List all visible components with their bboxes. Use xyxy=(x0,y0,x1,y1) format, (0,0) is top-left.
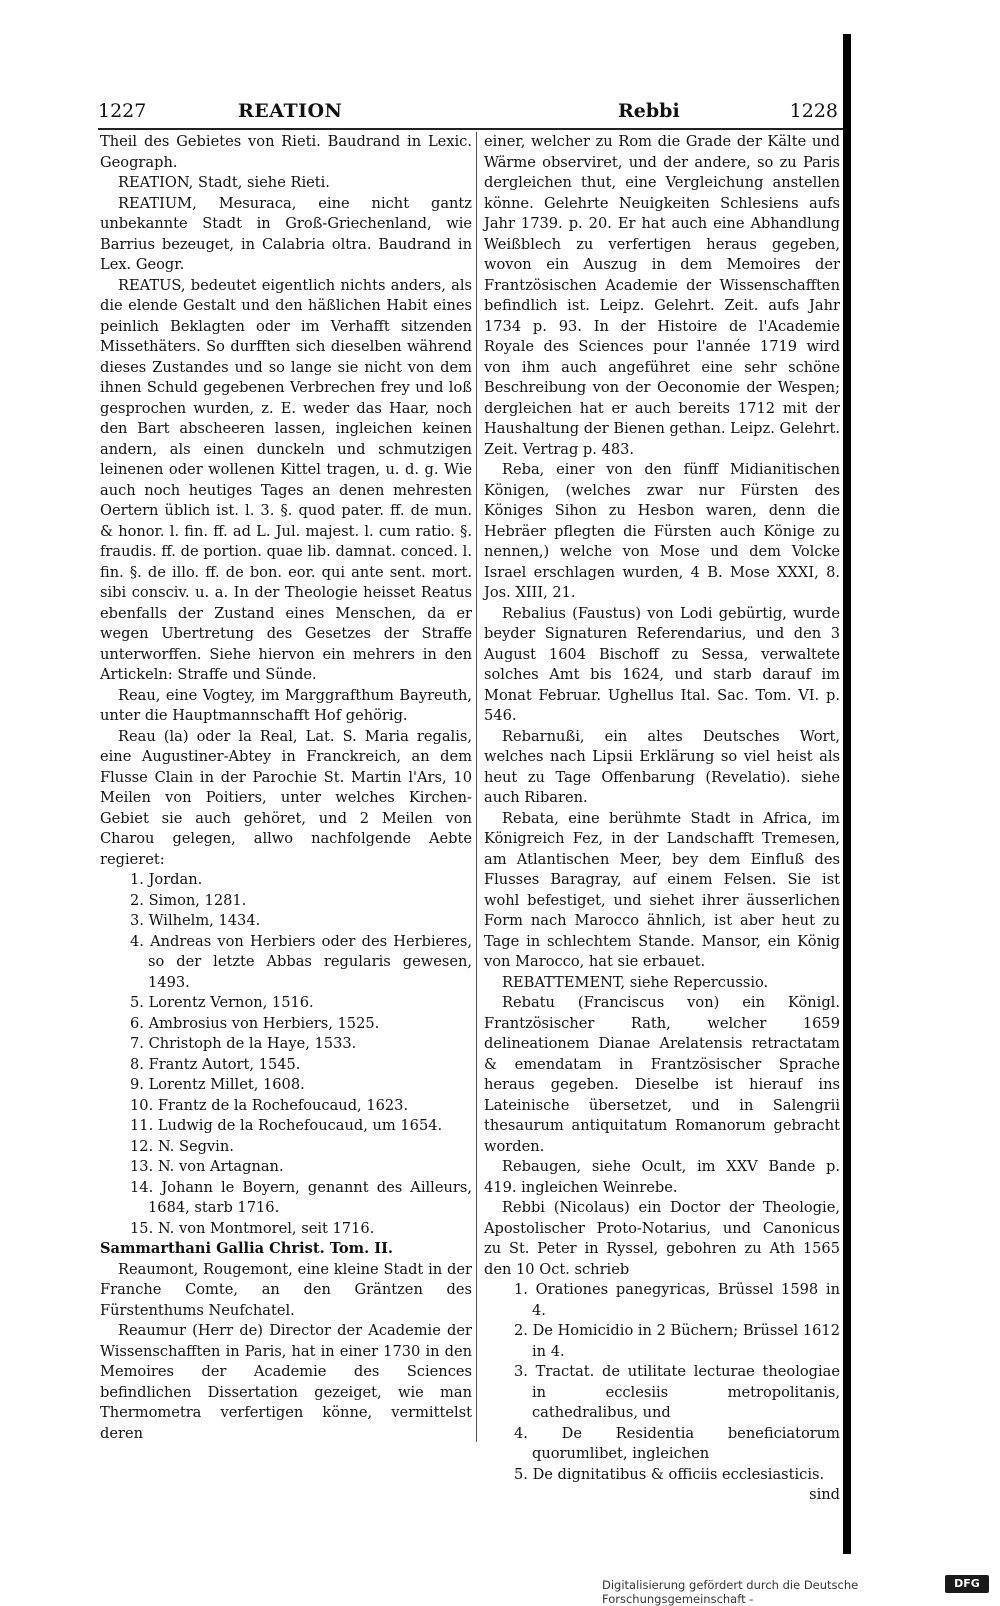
entry-rebatu: Rebatu (Franciscus von) ein Königl. Frantzösischer Rath, welcher 1659 delineationem Dianae Arelatensis retractatam & emendatam in Frantzösischer Sprache heraus gegeben. Dieselbe ist hierauf ins Lateinische übersetzet, und in Salengrii thesaurum antiquitatum Romanorum gebracht worden. xyxy=(484,994,840,1155)
header-rule xyxy=(98,128,846,130)
entry-reatus: REATUS, bedeutet eigentlich nichts anders, als die elende Gestalt und den häßlichen Habit eines peinlich Beklagten oder im Verhafft sitzenden Missethäters. So durfften sich dieselben während dieses Zustandes und so lange sie nicht von dem ihnen Schuld gegebenen Verbrechen frey und loß gesprochen wurden, z. E. weder das Haar, noch den Bart abscheeren lassen, ingleichen keinen andern, als einen dunckeln und schmutzigen leinenen oder wollenen Kittel tragen, u. d. g. Wie auch noch heutiges Tages an denen mehresten Oertern üblich ist. l. 3. §. quod pater. ff. de mun. & honor. l. fin. ff. ad L. Jul. majest. l. cum ratio. §. fraudis. ff. de portion. quae lib. damnat. conced. l. fin. §. de illo. ff. de bon. eor. qui ante sent. mort. sibi consciv. u. a. In der Theologie heisset Reatus ebenfalls der Zustand eines Menschen, da er wegen Ubertretung des Gesetzes der Straffe unterworffen. Siehe hiervon ein mehrers in den Artickeln: Straffe und Sünde. xyxy=(100,276,472,683)
entry-rieti-continued: Theil des Gebietes von Rieti. Baudrand in Lexic. Geograph. xyxy=(100,133,472,171)
entry-reba: Reba, einer von den fünff Midianitischen Königen, (welches zwar nur Fürsten des Königes Sihon zu Hesbon waren, denn die Hebräer pflegten die Fürsten auch Könige zu nennen,) welche von Mose und dem Volcke Israel erschlagen wurden, 4 B. Mose XXXI, 8. Jos. XIII, 21. xyxy=(484,461,840,601)
left-column xyxy=(100,132,472,1444)
running-head-left: REATION xyxy=(238,100,343,122)
entry-rebbi: Rebbi (Nicolaus) ein Doctor der Theologie, Apostolischer Proto-Notarius, und Canonicus zu St. Peter in Ryssel, gebohren zu Ath 1565 den 10 Oct. schrieb xyxy=(484,1199,840,1278)
entry-rebattement: REBATTEMENT, siehe Repercussio. xyxy=(502,973,769,991)
entry-reaumont: Reaumont, Rougemont, eine kleine Stadt in der Franche Comte, an den Gräntzen des Fürstenthums Neufchatel. xyxy=(100,1260,472,1319)
entry-reaumur-continued: einer, welcher zu Rom die Grade der Kälte und Wärme observiret, und der andere, so zu Paris dergleichen thut, eine Vergleichung anstellen könne. Gelehrte Neuigkeiten Schlesiens aufs Jahr 1739. p. 20. Er hat auch eine Abhandlung Weißblech zu verfertigen heraus gegeben, wovon ein Auszug in dem Memoires der Frantzösischen Academie der Wissenschafften befindlich ist. Leipz. Gelehrt. Zeit. aufs Jahr 1734 p. 93. In der Histoire de l'Academie Royale des Sciences pour l'année 1719 wird von ihm auch angeführet eine sehr schöne Beschreibung von der Oeconomie der Wespen; dergleichen hat er auch bereits 1712 mit der Haushaltung der Bienen gethan. Leipz. Gelehrt. Zeit. Vertrag p. 483. xyxy=(484,133,840,458)
list-item: 3. Tractat. de utilitate lecturae theologiae in ecclesiis metropolitanis, cathedralibus, und xyxy=(514,1363,840,1421)
list-item: 5. Lorentz Vernon, 1516. xyxy=(130,994,314,1011)
list-item: 11. Ludwig de la Rochefoucaud, um 1654. xyxy=(130,1117,443,1134)
list-item: 12. N. Segvin. xyxy=(130,1137,234,1155)
entry-rebata: Rebata, eine berühmte Stadt in Africa, im Königreich Fez, in der Landschafft Tremesen, am Atlantischen Meer, bey dem Einfluß des Flusses Baragray, auf einem Felsen. Sie ist wohl befestiget, und siehet ihrer äusserlichen Form nach Marocco ähnlich, ist aber heut zu Tage in schlechtem Stande. Mansor, ein König von Marocco, hat sie erbauet. xyxy=(484,809,840,970)
list-item: 7. Christoph de la Haye, 1533. xyxy=(130,1035,357,1052)
list-item: 2. De Homicidio in 2 Büchern; Brüssel 1612 in 4. xyxy=(514,1322,840,1360)
footer-credit: Digitalisierung gefördert durch die Deutsche Forschungsgemeinschaft - xyxy=(602,1578,859,1606)
right-column xyxy=(484,132,840,1506)
list-item: 8. Frantz Autort, 1545. xyxy=(130,1055,301,1073)
list-item: 4. Andreas von Herbiers oder des Herbieres, so der letzte Abbas regularis gewesen, 1493. xyxy=(130,932,472,991)
page-header xyxy=(98,100,838,126)
list-item: 1. Orationes panegyricas, Brüssel 1598 in 4. xyxy=(514,1281,840,1319)
rebbi-works-list xyxy=(484,1280,840,1485)
entry-reau-la-real: Reau (la) oder la Real, Lat. S. Maria regalis, eine Augustiner-Abtey in Franckreich, an dem Flusse Clain in der Parochie St. Martin l'Ars, 10 Meilen von Poitiers, unter welches Kirchen-Gebiet sie auch gehöret, und 2 Meilen von Charou gelegen, allwo nachfolgende Aebte regieret: xyxy=(100,727,472,868)
list-item: 1. Jordan. xyxy=(130,871,203,888)
abbot-list xyxy=(100,870,472,1239)
entry-reaumur: Reaumur (Herr de) Director der Academie der Wissenschafften in Paris, hat in einer 1730 in den Memoires der Academie des Sciences befindlichen Dissertation gezeiget, wie man Thermometra verfertigen könne, vermittelst deren xyxy=(100,1322,472,1442)
catchword: sind xyxy=(809,1486,840,1503)
list-item: 2. Simon, 1281. xyxy=(130,891,247,909)
list-item: 6. Ambrosius von Herbiers, 1525. xyxy=(130,1014,380,1032)
list-item: 9. Lorentz Millet, 1608. xyxy=(130,1076,305,1093)
entry-reation: REATION, Stadt, siehe Rieti. xyxy=(118,174,330,191)
entry-rebarnussi: Rebarnußi, ein altes Deutsches Wort, welches nach Lipsii Erklärung so viel heist als heut zu Tage Offenbarung (Revelatio). siehe auch Ribaren. xyxy=(484,727,840,806)
list-item: 10. Frantz de la Rochefoucaud, 1623. xyxy=(130,1096,409,1114)
dfg-logo: DFG xyxy=(945,1575,989,1593)
entry-rebalius: Rebalius (Faustus) von Lodi gebürtig, wurde beyder Signaturen Referendarius, und den 3 August 1604 Bischoff zu Sessa, verwaltete solches Amt bis 1624, und starb darauf im Monat Februar. Ughellus Ital. Sac. Tom. VI. p. 546. xyxy=(484,604,840,724)
list-item: 13. N. von Artagnan. xyxy=(130,1158,284,1175)
entry-rebaugen: Rebaugen, siehe Ocult, im XXV Bande p. 419. ingleichen Weinrebe. xyxy=(484,1158,840,1196)
page-number-left: 1227 xyxy=(98,100,147,122)
running-head-right: Rebbi xyxy=(618,100,680,122)
list-item: 5. De dignitatibus & officiis ecclesiasticis. xyxy=(514,1465,825,1483)
list-item: 14. Johann le Boyern, genannt des Ailleurs, 1684, starb 1716. xyxy=(130,1178,472,1216)
entry-reau: Reau, eine Vogtey, im Marggrafthum Bayreuth, unter die Hauptmannschafft Hof gehörig. xyxy=(100,686,472,724)
list-item: 4. De Residentia beneficiatorum quorumlibet, ingleichen xyxy=(514,1424,840,1462)
list-item: 3. Wilhelm, 1434. xyxy=(130,912,261,929)
source-citation: Sammarthani Gallia Christ. Tom. II. xyxy=(100,1240,393,1257)
scan-edge-bar xyxy=(843,34,851,1554)
list-item: 15. N. von Montmorel, seit 1716. xyxy=(130,1219,375,1237)
page-number-right: 1228 xyxy=(789,100,838,122)
column-divider xyxy=(476,132,477,1442)
entry-reatium: REATIUM, Mesuraca, eine nicht gantz unbekannte Stadt in Groß-Griechenland, wie Barrius bezeuget, in Calabria oltra. Baudrand in Lex. Geogr. xyxy=(100,194,472,273)
